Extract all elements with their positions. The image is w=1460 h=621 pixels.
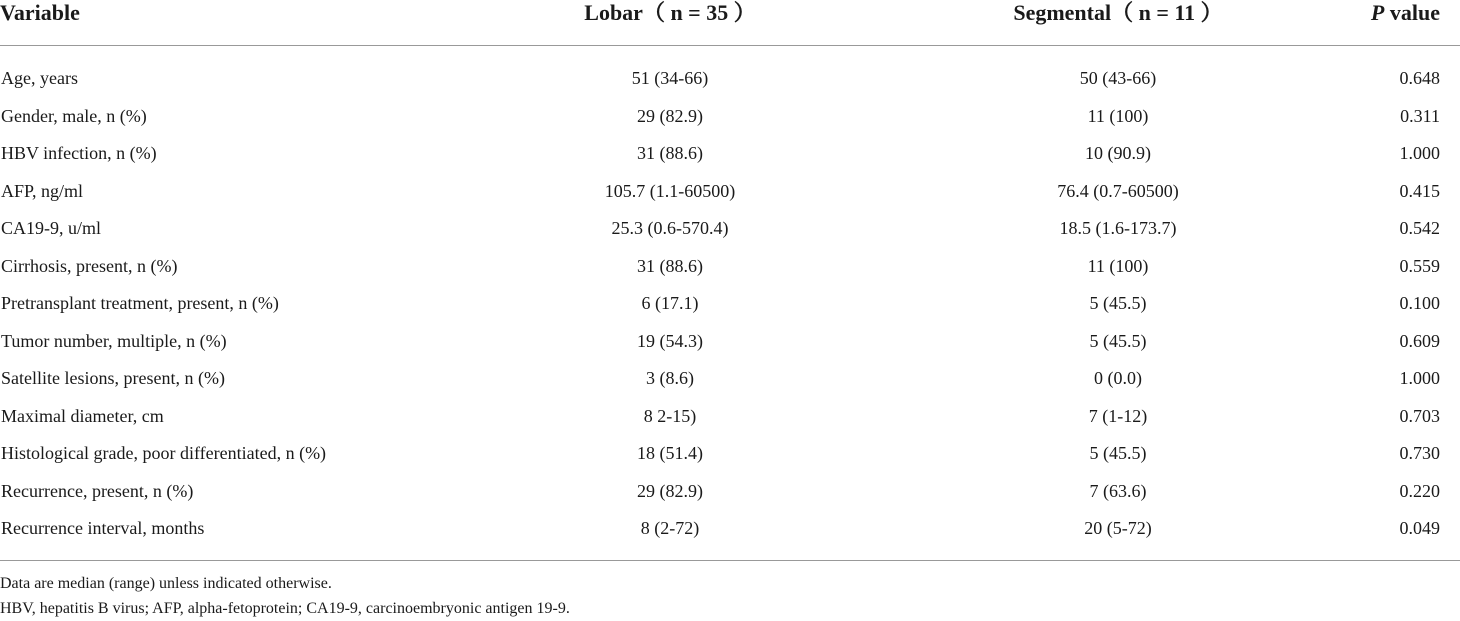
cell-segmental: 0 (0.0) xyxy=(1094,368,1142,388)
table-row xyxy=(0,285,1460,323)
table-row xyxy=(0,323,1460,361)
cell-variable: Age, years xyxy=(1,68,78,88)
header-p-value xyxy=(1371,0,1440,26)
cell-variable: Gender, male, n (%) xyxy=(1,105,147,126)
table-row xyxy=(0,248,1460,286)
cell-segmental: 5 (45.5) xyxy=(1089,443,1147,463)
table-row xyxy=(0,473,1460,511)
cell-segmental: 5 (45.5) xyxy=(1089,293,1147,313)
cell-segmental: 50 (43-66) xyxy=(1079,68,1157,88)
cell-p-value: 1.000 xyxy=(1399,368,1440,388)
cell-variable: Pretransplant treatment, present, n (%) xyxy=(1,293,279,313)
cell-lobar: 29 (82.9) xyxy=(637,105,703,126)
cell-p-value: 0.049 xyxy=(1399,518,1440,538)
cell-p-value: 0.542 xyxy=(1399,218,1440,238)
cell-lobar: 3 (8.6) xyxy=(646,368,694,388)
cell-lobar: 29 (82.9) xyxy=(637,480,703,501)
table-row xyxy=(0,435,1460,473)
header-p-italic: P xyxy=(1370,0,1385,25)
cell-lobar: 8 2-15) xyxy=(643,405,697,426)
cell-variable: HBV infection, n (%) xyxy=(1,143,157,163)
header-segmental: Segmental（ n = 11 ） xyxy=(1013,0,1223,25)
cell-lobar: 19 (54.3) xyxy=(637,330,703,351)
cell-segmental: 18.5 (1.6-173.7) xyxy=(1059,218,1177,238)
cell-variable: Tumor number, multiple, n (%) xyxy=(1,330,227,351)
cell-lobar: 6 (17.1) xyxy=(641,293,699,313)
cell-segmental: 5 (45.5) xyxy=(1089,330,1147,351)
cell-segmental: 76.4 (0.7-60500) xyxy=(1057,180,1179,201)
cell-variable: Maximal diameter, cm xyxy=(1,405,164,426)
header-p-suffix: value xyxy=(1384,0,1440,25)
cell-segmental: 7 (1-12) xyxy=(1088,405,1148,426)
cell-lobar: 25.3 (0.6-570.4) xyxy=(611,218,729,238)
cell-segmental: 10 (90.9) xyxy=(1085,143,1151,163)
cell-lobar: 31 (88.6) xyxy=(637,255,703,276)
cell-p-value: 0.311 xyxy=(1400,105,1440,126)
footer-rule xyxy=(0,560,1460,561)
table-row xyxy=(0,398,1460,436)
table-row xyxy=(0,135,1460,173)
footnote-data: Data are median (range) unless indicated otherwise. xyxy=(0,575,332,592)
table-footnotes xyxy=(0,571,570,621)
cell-variable: Histological grade, poor differentiated, n (%) xyxy=(1,443,327,463)
footnote-abbreviations: HBV, hepatitis B virus; AFP, alpha-fetoprotein; CA19-9, carcinoembryonic antigen 19-9. xyxy=(0,600,570,617)
table-row xyxy=(0,98,1460,136)
cell-variable: CA19-9, u/ml xyxy=(1,218,102,238)
cell-p-value: 0.609 xyxy=(1399,330,1440,351)
cell-segmental: 11 (100) xyxy=(1087,255,1149,276)
cell-lobar: 8 (2-72) xyxy=(640,518,700,538)
table-row xyxy=(0,60,1460,98)
cell-variable: Recurrence interval, months xyxy=(1,518,205,538)
table-row xyxy=(0,210,1460,248)
cell-p-value: 0.100 xyxy=(1399,293,1440,313)
header-rule xyxy=(0,45,1460,46)
table-row xyxy=(0,360,1460,398)
cell-segmental: 20 (5-72) xyxy=(1084,518,1152,538)
table-body xyxy=(0,60,1460,548)
cell-p-value: 0.648 xyxy=(1399,68,1440,88)
cell-variable: Satellite lesions, present, n (%) xyxy=(1,368,225,388)
table-row xyxy=(0,173,1460,211)
cell-variable: AFP, ng/ml xyxy=(1,180,84,201)
cell-lobar: 18 (51.4) xyxy=(637,443,703,463)
cell-p-value: 0.220 xyxy=(1399,480,1440,501)
cell-variable: Cirrhosis, present, n (%) xyxy=(1,255,178,276)
cell-lobar: 105.7 (1.1-60500) xyxy=(604,180,736,201)
cell-variable: Recurrence, present, n (%) xyxy=(1,480,194,501)
table-row xyxy=(0,510,1460,548)
cell-lobar: 51 (34-66) xyxy=(631,68,709,88)
cell-p-value: 0.703 xyxy=(1399,405,1440,426)
table-header xyxy=(0,0,1460,30)
cell-p-value: 1.000 xyxy=(1399,143,1440,163)
header-lobar: Lobar（ n = 35 ） xyxy=(584,0,756,25)
cell-segmental: 7 (63.6) xyxy=(1089,480,1147,501)
cell-p-value: 0.730 xyxy=(1399,443,1440,463)
cell-p-value: 0.415 xyxy=(1399,180,1440,201)
cell-p-value: 0.559 xyxy=(1399,255,1440,276)
header-variable: Variable xyxy=(0,0,80,25)
cell-lobar: 31 (88.6) xyxy=(637,143,703,163)
cell-segmental: 11 (100) xyxy=(1087,105,1149,126)
